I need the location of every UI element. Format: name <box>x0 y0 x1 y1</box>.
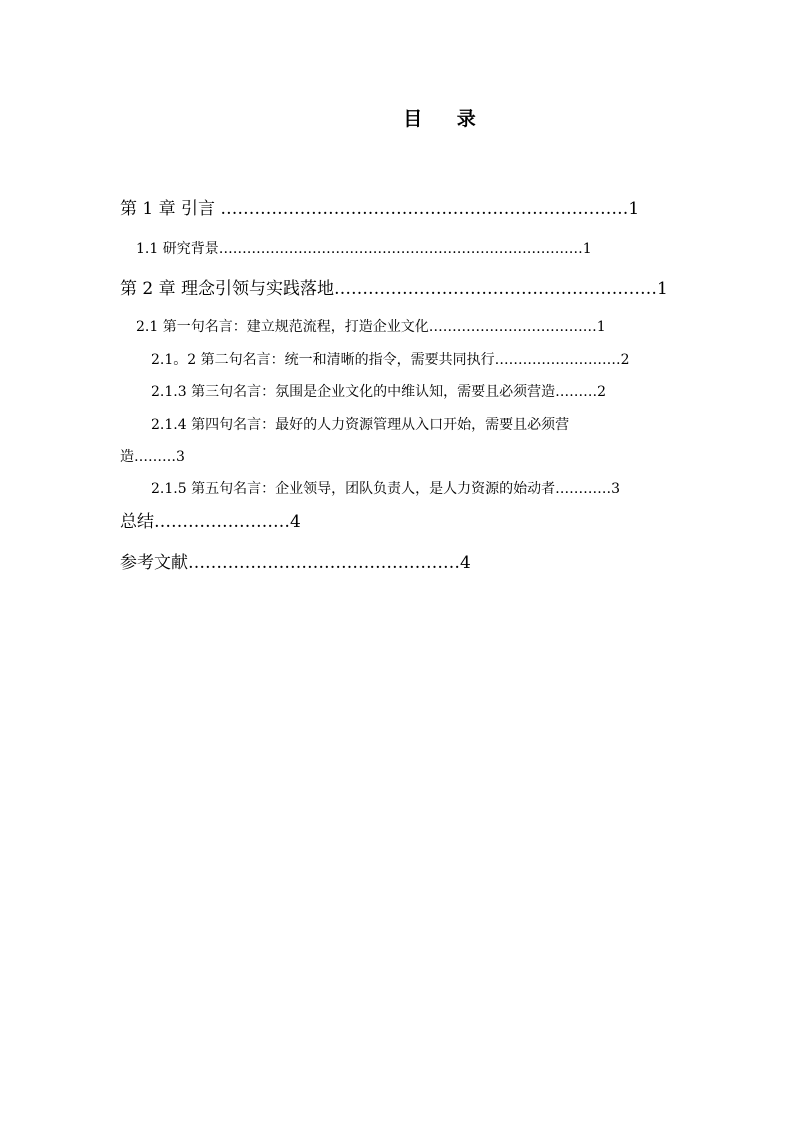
toc-entry-2-1-2[interactable]: 2.1。2 第二句名言：统一和清晰的指令，需要共同执行………………………2 <box>151 352 630 368</box>
toc-entry-2-1-3[interactable]: 2.1.3 第三句名言：氛围是企业文化的中维认知，需要且必须营造………2 <box>151 384 606 400</box>
toc-entry-2-1-5[interactable]: 2.1.5 第五句名言：企业领导，团队负责人，是人力资源的始动者…………3 <box>151 481 620 497</box>
toc-entry-1-1[interactable]: 1.1 研究背景……………………………………………………………………1 <box>136 241 592 257</box>
toc-entry-summary[interactable]: 总结……………………4 <box>120 512 301 532</box>
toc-entry-2-1-4[interactable]: 2.1.4 第四句名言：最好的人力资源管理从入口开始，需要且必须营 <box>151 417 570 433</box>
toc-entry-chapter-2[interactable]: 第 2 章 理念引领与实践落地…………………………………………………1 <box>120 279 668 299</box>
toc-entry-references[interactable]: 参考文献…………………………………………4 <box>120 553 471 573</box>
toc-title: 目 录 <box>403 108 490 130</box>
toc-entry-2-1[interactable]: 2.1 第一句名言：建立规范流程，打造企业文化………………………………1 <box>136 319 606 335</box>
toc-entry-2-1-4-continued[interactable]: 造………3 <box>120 449 185 465</box>
toc-entry-chapter-1[interactable]: 第 1 章 引言 ………………………………………………………………1 <box>120 199 640 219</box>
